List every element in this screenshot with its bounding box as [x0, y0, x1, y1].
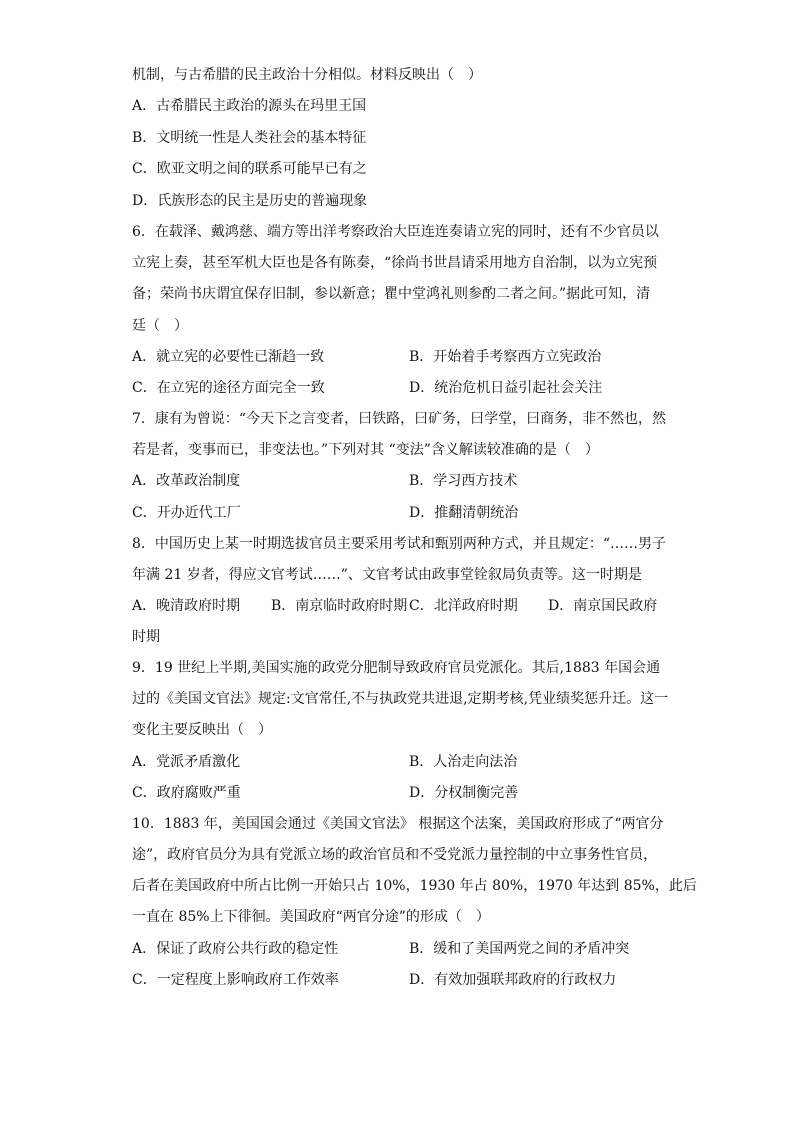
q6-stem-line-1: 6．在载泽、戴鸿慈、端方等出洋考察政治大臣连连奏请立宪的同时，还有不少官员以 — [132, 224, 659, 240]
q8-option-d-wrap: 时期 — [132, 629, 160, 645]
q8-option-c[interactable]: C．北洋政府时期 — [409, 598, 518, 614]
q7-option-c[interactable]: C．开办近代工厂 — [132, 505, 241, 521]
q10-stem-line-3: 后者在美国政府中所占比例一开始只占 10%，1930 年占 80%，1970 年达到 85%，此后 — [132, 878, 697, 894]
q7-stem-line-2: 若是者，变事而已，非变法也。”下列对其 “变法”含义解读较准确的是（ ） — [132, 442, 599, 458]
q5-stem-tail: 机制，与古希腊的民主政治十分相似。材料反映出（ ） — [132, 67, 482, 83]
q6-option-b[interactable]: B．开始着手考察西方立宪政治 — [409, 349, 602, 365]
q7-option-b[interactable]: B．学习西方技术 — [409, 473, 518, 489]
q8-stem-line-1: 8．中国历史上某一时期选拔官员主要采用考试和甄别两种方式，并且规定：“……男子 — [132, 536, 667, 552]
q9-stem-line-3: 变化主要反映出（ ） — [132, 722, 272, 738]
q9-stem-line-2: 过的《美国文官法》规定:文官常任,不与执政党共进退,定期考核,凭业绩奖惩升迁。这一 — [132, 691, 669, 707]
q6-option-a[interactable]: A．就立宪的必要性已渐趋一致 — [132, 349, 325, 365]
q5-option-c[interactable]: C．欧亚文明之间的联系可能早已有之 — [132, 161, 367, 177]
q10-option-b[interactable]: B．缓和了美国两党之间的矛盾冲突 — [409, 941, 630, 957]
q7-stem-line-1: 7．康有为曾说：“今天下之言变者，曰铁路，曰矿务，曰学堂，曰商务，非不然也，然 — [132, 411, 667, 427]
q5-option-d[interactable]: D．氏族形态的民主是历史的普遍现象 — [132, 193, 368, 209]
q8-option-d[interactable]: D．南京国民政府 — [548, 598, 658, 614]
q5-option-a[interactable]: A．古希腊民主政治的源头在玛里王国 — [132, 98, 367, 114]
q9-option-d[interactable]: D．分权制衡完善 — [409, 785, 519, 801]
q7-option-a[interactable]: A．改革政治制度 — [132, 473, 241, 489]
q7-option-d[interactable]: D．推翻清朝统治 — [409, 505, 519, 521]
q5-option-b[interactable]: B．文明统一性是人类社会的基本特征 — [132, 130, 367, 146]
q10-stem-line-2: 途”，政府官员分为具有党派立场的政治官员和不受党派力量控制的中立事务性官员， — [132, 847, 658, 863]
q6-stem-line-2: 立宪上奏，甚至军机大臣也是各有陈奏，“徐尚书世昌请采用地方自治制，以为立宪预 — [132, 255, 658, 271]
q10-stem-line-1: 10．1883 年，美国国会通过《美国文官法》 根据这个法案，美国政府形成了“两官分 — [132, 816, 664, 832]
q9-option-c[interactable]: C．政府腐败严重 — [132, 785, 241, 801]
q8-option-a[interactable]: A．晚清政府时期 — [132, 598, 241, 614]
q6-option-c[interactable]: C．在立宪的途径方面完全一致 — [132, 380, 325, 396]
q9-option-a[interactable]: A．党派矛盾激化 — [132, 754, 241, 770]
q6-stem-line-4: 廷（ ） — [132, 318, 188, 334]
q8-stem-line-2: 年满 21 岁者，得应文官考试……”、文官考试由政事堂铨叙局负责等。这一时期是 — [132, 567, 642, 583]
q6-stem-line-3: 备；荣尚书庆谓宜保存旧制，参以新意；瞿中堂鸿礼则参酌二者之间。”据此可知，清 — [132, 286, 651, 302]
q10-option-c[interactable]: C．一定程度上影响政府工作效率 — [132, 972, 339, 988]
q6-option-d[interactable]: D．统治危机日益引起社会关注 — [409, 380, 603, 396]
q8-option-b[interactable]: B．南京临时政府时期 — [271, 598, 408, 614]
q10-stem-line-4: 一直在 85%上下徘徊。美国政府“两官分途”的形成（ ） — [132, 909, 490, 925]
q9-stem-line-1: 9．19 世纪上半期,美国实施的政党分肥制导致政府官员党派化。其后,1883 年国会通 — [132, 660, 661, 676]
q10-option-a[interactable]: A．保证了政府公共行政的稳定性 — [132, 941, 339, 957]
q9-option-b[interactable]: B．人治走向法治 — [409, 754, 518, 770]
q10-option-d[interactable]: D．有效加强联邦政府的行政权力 — [409, 972, 617, 988]
